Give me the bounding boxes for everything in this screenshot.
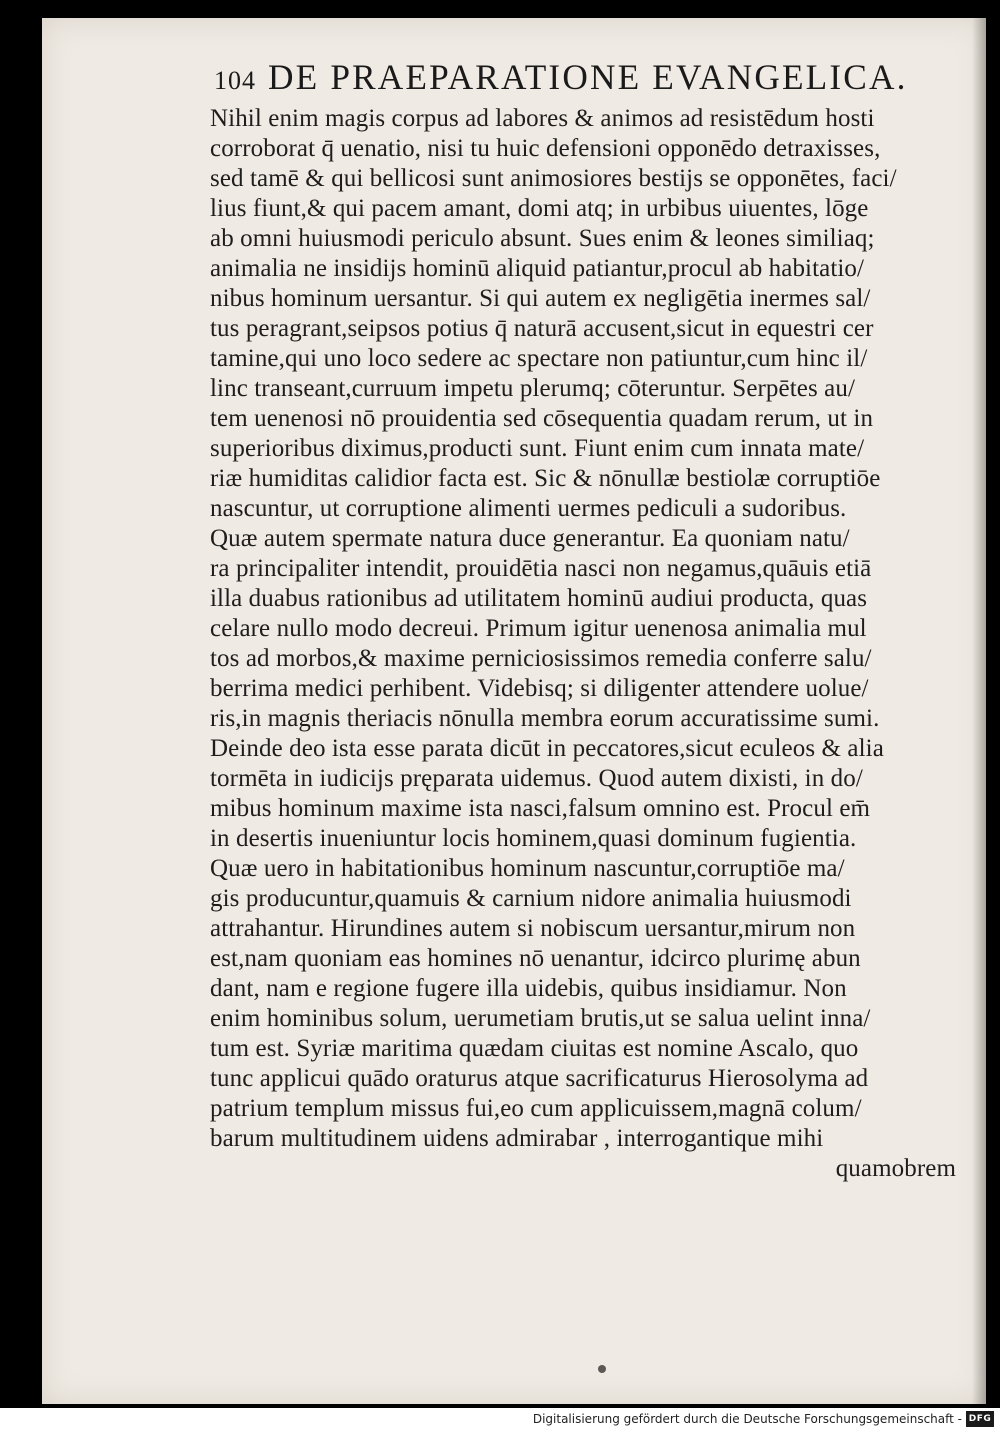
running-title: DE PRAEPARATIONE EVANGELICA. [268, 57, 908, 97]
text-line: celare nullo modo decreui. Primum igitur uenenosa animalia mul [210, 615, 867, 642]
text-line: Quæ autem spermate natura duce generantur. Ea quoniam natu/ [210, 525, 850, 552]
funding-credit: Digitalisierung gefördert durch die Deutsche Forschungsgemeinschaft - [532, 1412, 962, 1426]
text-line: nascuntur, ut corruptione alimenti uermes pediculi a sudoribus. [210, 495, 847, 522]
text-line: Quæ uero in habitationibus hominum nascuntur,corruptiōe ma/ [210, 855, 845, 882]
text-line: attrahantur. Hirundines autem si nobiscum uersantur,mirum non [210, 915, 856, 942]
text-line: berrima medici perhibent. Videbisq; si diligenter attendere uolue/ [210, 675, 869, 702]
text-line: tos ad morbos,& maxime perniciosissimos remedia conferre salu/ [210, 645, 872, 672]
page-edge-shadow [972, 18, 986, 1404]
text-line: tormēta in iudicijs pręparata uidemus. Quod autem dixisti, in do/ [210, 765, 863, 792]
body-text [210, 104, 956, 1184]
text-line: ab omni huiusmodi periculo absunt. Sues enim & leones similiaq; [210, 225, 875, 252]
text-line: patrium templum missus fui,eo cum applicuissem,magnā colum/ [210, 1095, 862, 1122]
text-line: enim hominibus solum, uerumetiam brutis,ut se salua uelint inna/ [210, 1005, 871, 1032]
text-line: tus peragrant,seipsos potius q̄ naturā accusent,sicut in equestri cer [210, 315, 874, 342]
footer-bar [0, 1408, 1000, 1430]
text-line: tum est. Syriæ maritima quædam ciuitas est nomine Ascalo, quo [210, 1035, 859, 1062]
text-line: lius fiunt,& qui pacem amant, domi atq; in urbibus uiuentes, lōge [210, 195, 869, 222]
text-line: tamine,qui uno loco sedere ac spectare non patiuntur,cum hinc il/ [210, 345, 868, 372]
text-line: in desertis inueniuntur locis hominem,quasi dominum fugientia. [210, 825, 857, 852]
text-line: illa duabus rationibus ad utilitatem hominū audiui producta, quas [210, 585, 868, 612]
dfg-logo: DFG [966, 1411, 994, 1427]
text-line: mibus hominum maxime ista nasci,falsum omnino est. Procul em̄ [210, 795, 871, 822]
text-line: superioribus diximus,producti sunt. Fiunt enim cum innata mate/ [210, 435, 865, 462]
text-line: gis producuntur,quamuis & carnium nidore animalia huiusmodi [210, 885, 852, 912]
text-line: Nihil enim magis corpus ad labores & animos ad resistēdum hosti [210, 105, 875, 132]
text-line: Deinde deo ista esse parata dicūt in peccatores,sicut eculeos & alia [210, 735, 884, 762]
text-line: riæ humiditas calidior facta est. Sic & nōnullæ bestiolæ corruptiōe [210, 465, 881, 492]
text-line: tunc applicui quādo oraturus atque sacrificaturus Hierosolyma ad [210, 1065, 869, 1092]
text-line: sed tamē & qui bellicosi sunt animosiores bestijs se opponētes, faci/ [210, 165, 897, 192]
text-line: dant, nam e regione fugere illa uidebis, quibus insidiamur. Non [210, 975, 847, 1002]
catchword: quamobrem [835, 1155, 956, 1182]
text-line: nibus hominum uersantur. Si qui autem ex negligētia inermes sal/ [210, 285, 871, 312]
text-line: ris,in magnis theriacis nōnulla membra eorum accuratissime sumi. [210, 705, 880, 732]
text-line: est,nam quoniam eas homines nō uenantur, idcirco plurimę abun [210, 945, 861, 972]
page-header [214, 56, 954, 106]
folio-number: 104 [214, 66, 256, 95]
text-line: ra principaliter intendit, prouidētia nasci non negamus,quāuis etiā [210, 555, 872, 582]
text-line: animalia ne insidijs hominū aliquid patiantur,procul ab habitatio/ [210, 255, 865, 282]
ink-speck [598, 1365, 606, 1373]
text-line: corroborat q̄ uenatio, nisi tu huic defensioni opponēdo detraxisses, [210, 135, 881, 162]
text-line: linc transeant,curruum impetu plerumq; cōteruntur. Serpētes au/ [210, 375, 855, 402]
text-line: tem uenenosi nō prouidentia sed cōsequentia quadam rerum, ut in [210, 405, 874, 432]
text-line: barum multitudinem uidens admirabar , interrogantique mihi [210, 1125, 824, 1152]
